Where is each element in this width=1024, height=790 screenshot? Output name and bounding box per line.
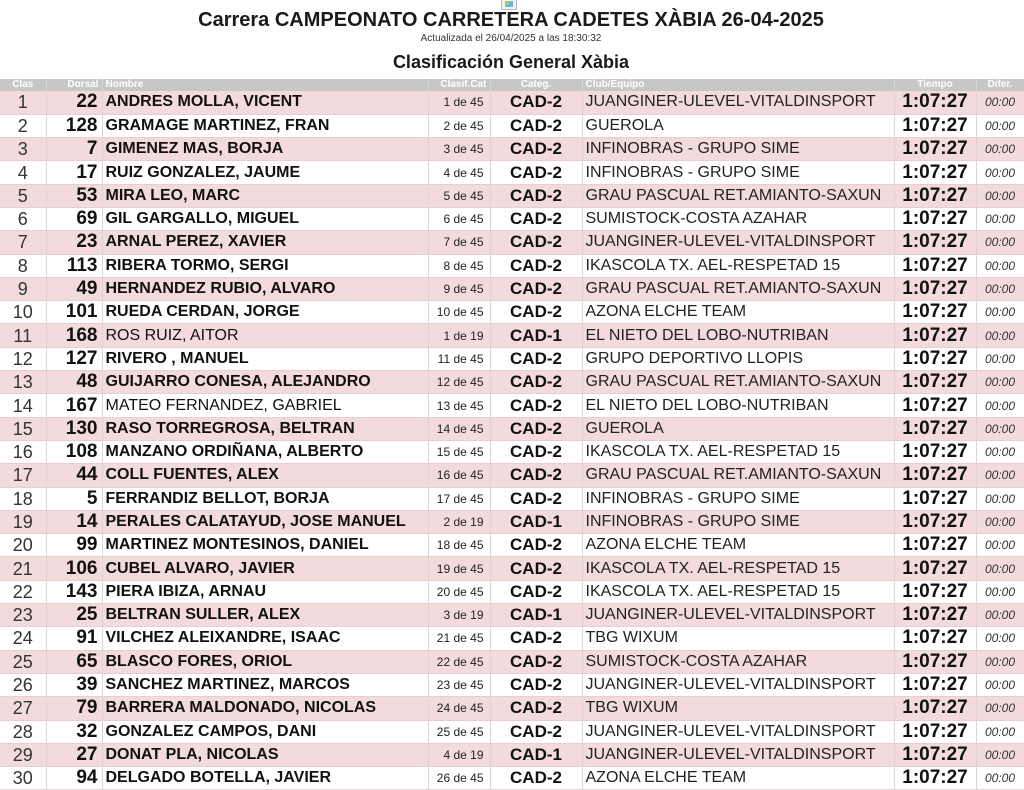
cell-clasif-cat: 19 de 45 [428, 557, 490, 580]
cell-name: ANDRES MOLLA, VICENT [102, 91, 428, 114]
cell-categ: CAD-2 [490, 114, 582, 137]
table-row [0, 440, 1024, 463]
cell-name: RUEDA CERDAN, JORGE [102, 301, 428, 324]
cell-clas: 28 [0, 720, 46, 743]
table-row [0, 138, 1024, 161]
cell-club: AZONA ELCHE TEAM [582, 534, 894, 557]
cell-clasif-cat: 4 de 19 [428, 743, 490, 766]
table-row [0, 324, 1024, 347]
cell-clasif-cat: 2 de 19 [428, 510, 490, 533]
cell-club: GRAU PASCUAL RET.AMIANTO-SAXUN [582, 184, 894, 207]
cell-categ: CAD-2 [490, 347, 582, 370]
column-header-tiempo[interactable]: Tiempo [894, 79, 976, 91]
cell-club: GRAU PASCUAL RET.AMIANTO-SAXUN [582, 371, 894, 394]
cell-tiempo: 1:07:27 [894, 697, 976, 720]
cell-difer: 00:00 [976, 720, 1024, 743]
cell-tiempo: 1:07:27 [894, 743, 976, 766]
cell-dorsal: 14 [46, 510, 102, 533]
cell-club: EL NIETO DEL LOBO-NUTRIBAN [582, 324, 894, 347]
cell-tiempo: 1:07:27 [894, 650, 976, 673]
cell-dorsal: 65 [46, 650, 102, 673]
cell-club: IKASCOLA TX. AEL-RESPETAD 15 [582, 254, 894, 277]
cell-dorsal: 49 [46, 277, 102, 300]
cell-name: RUIZ GONZALEZ, JAUME [102, 161, 428, 184]
cell-categ: CAD-2 [490, 767, 582, 790]
cell-club: GUEROLA [582, 114, 894, 137]
table-row [0, 394, 1024, 417]
cell-clas: 3 [0, 138, 46, 161]
cell-club: INFINOBRAS - GRUPO SIME [582, 161, 894, 184]
table-body [0, 91, 1024, 790]
table-row [0, 347, 1024, 370]
cell-difer: 00:00 [976, 557, 1024, 580]
cell-clas: 13 [0, 371, 46, 394]
cell-name: DONAT PLA, NICOLAS [102, 743, 428, 766]
cell-club: AZONA ELCHE TEAM [582, 767, 894, 790]
cell-dorsal: 143 [46, 580, 102, 603]
cell-clasif-cat: 12 de 45 [428, 371, 490, 394]
cell-clasif-cat: 11 de 45 [428, 347, 490, 370]
cell-tiempo: 1:07:27 [894, 371, 976, 394]
table-row [0, 604, 1024, 627]
cell-clas: 26 [0, 673, 46, 696]
cell-clas: 9 [0, 277, 46, 300]
cell-clas: 5 [0, 184, 46, 207]
cell-dorsal: 7 [46, 138, 102, 161]
table-row [0, 627, 1024, 650]
cell-tiempo: 1:07:27 [894, 557, 976, 580]
cell-name: BARRERA MALDONADO, NICOLAS [102, 697, 428, 720]
cell-name: GONZALEZ CAMPOS, DANI [102, 720, 428, 743]
cell-categ: CAD-2 [490, 277, 582, 300]
cell-club: AZONA ELCHE TEAM [582, 301, 894, 324]
cell-dorsal: 69 [46, 207, 102, 230]
cell-tiempo: 1:07:27 [894, 673, 976, 696]
cell-name: GUIJARRO CONESA, ALEJANDRO [102, 371, 428, 394]
cell-club: SUMISTOCK-COSTA AZAHAR [582, 650, 894, 673]
cell-dorsal: 94 [46, 767, 102, 790]
cell-dorsal: 27 [46, 743, 102, 766]
cell-club: JUANGINER-ULEVEL-VITALDINSPORT [582, 604, 894, 627]
cell-clasif-cat: 4 de 45 [428, 161, 490, 184]
cell-clasif-cat: 7 de 45 [428, 231, 490, 254]
cell-clas: 15 [0, 417, 46, 440]
cell-club: JUANGINER-ULEVEL-VITALDINSPORT [582, 720, 894, 743]
cell-clasif-cat: 17 de 45 [428, 487, 490, 510]
cell-categ: CAD-2 [490, 464, 582, 487]
cell-dorsal: 48 [46, 371, 102, 394]
cell-difer: 00:00 [976, 254, 1024, 277]
cell-categ: CAD-2 [490, 254, 582, 277]
cell-tiempo: 1:07:27 [894, 767, 976, 790]
table-header [0, 79, 1024, 91]
cell-club: INFINOBRAS - GRUPO SIME [582, 510, 894, 533]
cell-clasif-cat: 22 de 45 [428, 650, 490, 673]
cell-tiempo: 1:07:27 [894, 277, 976, 300]
cell-categ: CAD-2 [490, 580, 582, 603]
cell-club: JUANGINER-ULEVEL-VITALDINSPORT [582, 673, 894, 696]
cell-tiempo: 1:07:27 [894, 184, 976, 207]
cell-difer: 00:00 [976, 161, 1024, 184]
column-header-clas[interactable]: Clas [0, 79, 46, 91]
cell-categ: CAD-2 [490, 487, 582, 510]
cell-categ: CAD-1 [490, 604, 582, 627]
cell-clas: 22 [0, 580, 46, 603]
cell-categ: CAD-1 [490, 510, 582, 533]
cell-clasif-cat: 15 de 45 [428, 440, 490, 463]
cell-categ: CAD-2 [490, 207, 582, 230]
cell-difer: 00:00 [976, 91, 1024, 114]
cell-clasif-cat: 1 de 19 [428, 324, 490, 347]
cell-clasif-cat: 24 de 45 [428, 697, 490, 720]
table-row [0, 301, 1024, 324]
cell-tiempo: 1:07:27 [894, 347, 976, 370]
cell-difer: 00:00 [976, 324, 1024, 347]
cell-club: GRAU PASCUAL RET.AMIANTO-SAXUN [582, 464, 894, 487]
cell-difer: 00:00 [976, 114, 1024, 137]
cell-clasif-cat: 13 de 45 [428, 394, 490, 417]
cell-tiempo: 1:07:27 [894, 301, 976, 324]
cell-club: JUANGINER-ULEVEL-VITALDINSPORT [582, 743, 894, 766]
cell-dorsal: 128 [46, 114, 102, 137]
cell-categ: CAD-2 [490, 697, 582, 720]
table-row [0, 114, 1024, 137]
table-row [0, 720, 1024, 743]
cell-club: JUANGINER-ULEVEL-VITALDINSPORT [582, 91, 894, 114]
cell-club: JUANGINER-ULEVEL-VITALDINSPORT [582, 231, 894, 254]
cell-clas: 23 [0, 604, 46, 627]
cell-difer: 00:00 [976, 697, 1024, 720]
cell-name: CUBEL ALVARO, JAVIER [102, 557, 428, 580]
cell-categ: CAD-2 [490, 627, 582, 650]
table-row [0, 534, 1024, 557]
cell-name: BLASCO FORES, ORIOL [102, 650, 428, 673]
table-row [0, 510, 1024, 533]
cell-tiempo: 1:07:27 [894, 114, 976, 137]
cell-tiempo: 1:07:27 [894, 720, 976, 743]
cell-name: MATEO FERNANDEZ, GABRIEL [102, 394, 428, 417]
cell-tiempo: 1:07:27 [894, 487, 976, 510]
table-row [0, 580, 1024, 603]
cell-clas: 12 [0, 347, 46, 370]
cell-club: SUMISTOCK-COSTA AZAHAR [582, 207, 894, 230]
cell-categ: CAD-1 [490, 743, 582, 766]
cell-tiempo: 1:07:27 [894, 604, 976, 627]
cell-difer: 00:00 [976, 534, 1024, 557]
cell-categ: CAD-2 [490, 231, 582, 254]
cell-dorsal: 17 [46, 161, 102, 184]
cell-clas: 17 [0, 464, 46, 487]
table-row [0, 207, 1024, 230]
cell-difer: 00:00 [976, 673, 1024, 696]
column-header-categ[interactable]: Categ. [490, 79, 582, 91]
cell-clas: 10 [0, 301, 46, 324]
cell-difer: 00:00 [976, 767, 1024, 790]
cell-difer: 00:00 [976, 347, 1024, 370]
cell-name: RASO TORREGROSA, BELTRAN [102, 417, 428, 440]
cell-difer: 00:00 [976, 510, 1024, 533]
table-row [0, 91, 1024, 114]
table-row [0, 673, 1024, 696]
cell-name: RIVERO , MANUEL [102, 347, 428, 370]
cell-dorsal: 101 [46, 301, 102, 324]
cell-dorsal: 79 [46, 697, 102, 720]
cell-dorsal: 108 [46, 440, 102, 463]
cell-clas: 16 [0, 440, 46, 463]
column-header-difer[interactable]: Difer. [976, 79, 1024, 91]
cell-name: ARNAL PEREZ, XAVIER [102, 231, 428, 254]
cell-dorsal: 53 [46, 184, 102, 207]
cell-dorsal: 23 [46, 231, 102, 254]
cell-clasif-cat: 16 de 45 [428, 464, 490, 487]
cell-tiempo: 1:07:27 [894, 464, 976, 487]
cell-dorsal: 113 [46, 254, 102, 277]
cell-club: GRUPO DEPORTIVO LLOPIS [582, 347, 894, 370]
cell-categ: CAD-2 [490, 650, 582, 673]
cell-dorsal: 91 [46, 627, 102, 650]
cell-difer: 00:00 [976, 184, 1024, 207]
cell-name: DELGADO BOTELLA, JAVIER [102, 767, 428, 790]
cell-club: IKASCOLA TX. AEL-RESPETAD 15 [582, 580, 894, 603]
cell-categ: CAD-2 [490, 394, 582, 417]
cell-difer: 00:00 [976, 138, 1024, 161]
cell-categ: CAD-2 [490, 440, 582, 463]
cell-name: ROS RUIZ, AITOR [102, 324, 428, 347]
cell-categ: CAD-2 [490, 301, 582, 324]
cell-categ: CAD-2 [490, 138, 582, 161]
cell-difer: 00:00 [976, 604, 1024, 627]
column-header-nombre[interactable]: Nombre [102, 79, 428, 91]
cell-club: EL NIETO DEL LOBO-NUTRIBAN [582, 394, 894, 417]
cell-dorsal: 25 [46, 604, 102, 627]
cell-clasif-cat: 25 de 45 [428, 720, 490, 743]
cell-clasif-cat: 23 de 45 [428, 673, 490, 696]
cell-club: TBG WIXUM [582, 697, 894, 720]
cell-clas: 8 [0, 254, 46, 277]
cell-tiempo: 1:07:27 [894, 91, 976, 114]
cell-difer: 00:00 [976, 580, 1024, 603]
cell-categ: CAD-2 [490, 91, 582, 114]
cell-clas: 25 [0, 650, 46, 673]
cell-dorsal: 22 [46, 91, 102, 114]
cell-dorsal: 106 [46, 557, 102, 580]
cell-dorsal: 127 [46, 347, 102, 370]
cell-tiempo: 1:07:27 [894, 440, 976, 463]
cell-club: TBG WIXUM [582, 627, 894, 650]
cell-categ: CAD-2 [490, 534, 582, 557]
cell-clasif-cat: 6 de 45 [428, 207, 490, 230]
table-row [0, 417, 1024, 440]
cell-clasif-cat: 14 de 45 [428, 417, 490, 440]
cell-clasif-cat: 21 de 45 [428, 627, 490, 650]
cell-club: INFINOBRAS - GRUPO SIME [582, 138, 894, 161]
cell-name: SANCHEZ MARTINEZ, MARCOS [102, 673, 428, 696]
cell-tiempo: 1:07:27 [894, 534, 976, 557]
cell-tiempo: 1:07:27 [894, 231, 976, 254]
cell-name: BELTRAN SULLER, ALEX [102, 604, 428, 627]
cell-tiempo: 1:07:27 [894, 580, 976, 603]
cell-dorsal: 99 [46, 534, 102, 557]
cell-clasif-cat: 9 de 45 [428, 277, 490, 300]
cell-name: FERRANDIZ BELLOT, BORJA [102, 487, 428, 510]
cell-club: IKASCOLA TX. AEL-RESPETAD 15 [582, 557, 894, 580]
cell-difer: 00:00 [976, 627, 1024, 650]
cell-dorsal: 32 [46, 720, 102, 743]
table-row [0, 161, 1024, 184]
cell-difer: 00:00 [976, 417, 1024, 440]
cell-tiempo: 1:07:27 [894, 254, 976, 277]
cell-name: PERALES CALATAYUD, JOSE MANUEL [102, 510, 428, 533]
table-row [0, 184, 1024, 207]
cell-difer: 00:00 [976, 371, 1024, 394]
column-header-dorsal[interactable]: Dorsal [46, 79, 102, 91]
cell-name: GIL GARGALLO, MIGUEL [102, 207, 428, 230]
cell-categ: CAD-2 [490, 371, 582, 394]
cell-clasif-cat: 1 de 45 [428, 91, 490, 114]
cell-clasif-cat: 10 de 45 [428, 301, 490, 324]
classification-subtitle: Clasificación General Xàbia [392, 52, 630, 72]
cell-clas: 2 [0, 114, 46, 137]
cell-tiempo: 1:07:27 [894, 510, 976, 533]
cell-categ: CAD-2 [490, 161, 582, 184]
cell-difer: 00:00 [976, 487, 1024, 510]
cell-tiempo: 1:07:27 [894, 138, 976, 161]
cell-clas: 24 [0, 627, 46, 650]
column-header-club[interactable]: Club/Equipo [582, 79, 894, 91]
cell-clasif-cat: 8 de 45 [428, 254, 490, 277]
cell-difer: 00:00 [976, 440, 1024, 463]
cell-difer: 00:00 [976, 277, 1024, 300]
cell-clasif-cat: 26 de 45 [428, 767, 490, 790]
cell-tiempo: 1:07:27 [894, 417, 976, 440]
page-title: Carrera CAMPEONATO CARRETERA CADETES XÀBIA 26-04-2025 [198, 9, 824, 31]
cell-name: RIBERA TORMO, SERGI [102, 254, 428, 277]
table-row [0, 743, 1024, 766]
table-row [0, 277, 1024, 300]
table-row [0, 231, 1024, 254]
cell-dorsal: 168 [46, 324, 102, 347]
cell-name: VILCHEZ ALEIXANDRE, ISAAC [102, 627, 428, 650]
cell-clas: 20 [0, 534, 46, 557]
table-row [0, 371, 1024, 394]
table-row [0, 487, 1024, 510]
cell-tiempo: 1:07:27 [894, 394, 976, 417]
cell-categ: CAD-2 [490, 557, 582, 580]
table-row [0, 557, 1024, 580]
cell-name: MARTINEZ MONTESINOS, DANIEL [102, 534, 428, 557]
cell-difer: 00:00 [976, 394, 1024, 417]
cell-clas: 14 [0, 394, 46, 417]
cell-categ: CAD-2 [490, 673, 582, 696]
cell-categ: CAD-1 [490, 324, 582, 347]
cell-clas: 6 [0, 207, 46, 230]
cell-name: PIERA IBIZA, ARNAU [102, 580, 428, 603]
cell-clasif-cat: 3 de 45 [428, 138, 490, 161]
cell-name: HERNANDEZ RUBIO, ALVARO [102, 277, 428, 300]
cell-difer: 00:00 [976, 231, 1024, 254]
cell-tiempo: 1:07:27 [894, 324, 976, 347]
table-row [0, 767, 1024, 790]
cell-club: INFINOBRAS - GRUPO SIME [582, 487, 894, 510]
cell-tiempo: 1:07:27 [894, 207, 976, 230]
table-row [0, 254, 1024, 277]
results-table [0, 79, 1024, 790]
cell-dorsal: 44 [46, 464, 102, 487]
cell-name: COLL FUENTES, ALEX [102, 464, 428, 487]
cell-clas: 11 [0, 324, 46, 347]
cell-clas: 18 [0, 487, 46, 510]
cell-club: IKASCOLA TX. AEL-RESPETAD 15 [582, 440, 894, 463]
cell-name: MANZANO ORDIÑANA, ALBERTO [102, 440, 428, 463]
table-row [0, 697, 1024, 720]
cell-difer: 00:00 [976, 301, 1024, 324]
cell-clas: 19 [0, 510, 46, 533]
cell-dorsal: 39 [46, 673, 102, 696]
cell-clasif-cat: 2 de 45 [428, 114, 490, 137]
column-header-clasif-cat[interactable]: Clasif.Cat [428, 79, 490, 91]
cell-club: GRAU PASCUAL RET.AMIANTO-SAXUN [582, 277, 894, 300]
cell-clas: 30 [0, 767, 46, 790]
cell-clasif-cat: 3 de 19 [428, 604, 490, 627]
table-row [0, 464, 1024, 487]
cell-clas: 1 [0, 91, 46, 114]
cell-clas: 21 [0, 557, 46, 580]
cell-tiempo: 1:07:27 [894, 161, 976, 184]
cell-clasif-cat: 20 de 45 [428, 580, 490, 603]
cell-tiempo: 1:07:27 [894, 627, 976, 650]
cell-name: MIRA LEO, MARC [102, 184, 428, 207]
cell-clasif-cat: 5 de 45 [428, 184, 490, 207]
cell-name: GIMENEZ MAS, BORJA [102, 138, 428, 161]
table-row [0, 650, 1024, 673]
cell-difer: 00:00 [976, 464, 1024, 487]
cell-clas: 29 [0, 743, 46, 766]
cell-name: GRAMAGE MARTINEZ, FRAN [102, 114, 428, 137]
last-updated-text: Actualizada el 26/04/2025 a las 18:30:32 [420, 33, 602, 44]
cell-categ: CAD-2 [490, 417, 582, 440]
cell-clas: 7 [0, 231, 46, 254]
cell-clas: 27 [0, 697, 46, 720]
cell-difer: 00:00 [976, 650, 1024, 673]
cell-difer: 00:00 [976, 207, 1024, 230]
cell-clasif-cat: 18 de 45 [428, 534, 490, 557]
cell-dorsal: 5 [46, 487, 102, 510]
cell-difer: 00:00 [976, 743, 1024, 766]
cell-dorsal: 167 [46, 394, 102, 417]
cell-dorsal: 130 [46, 417, 102, 440]
cell-categ: CAD-2 [490, 720, 582, 743]
cell-club: GUEROLA [582, 417, 894, 440]
cell-clas: 4 [0, 161, 46, 184]
cell-categ: CAD-2 [490, 184, 582, 207]
